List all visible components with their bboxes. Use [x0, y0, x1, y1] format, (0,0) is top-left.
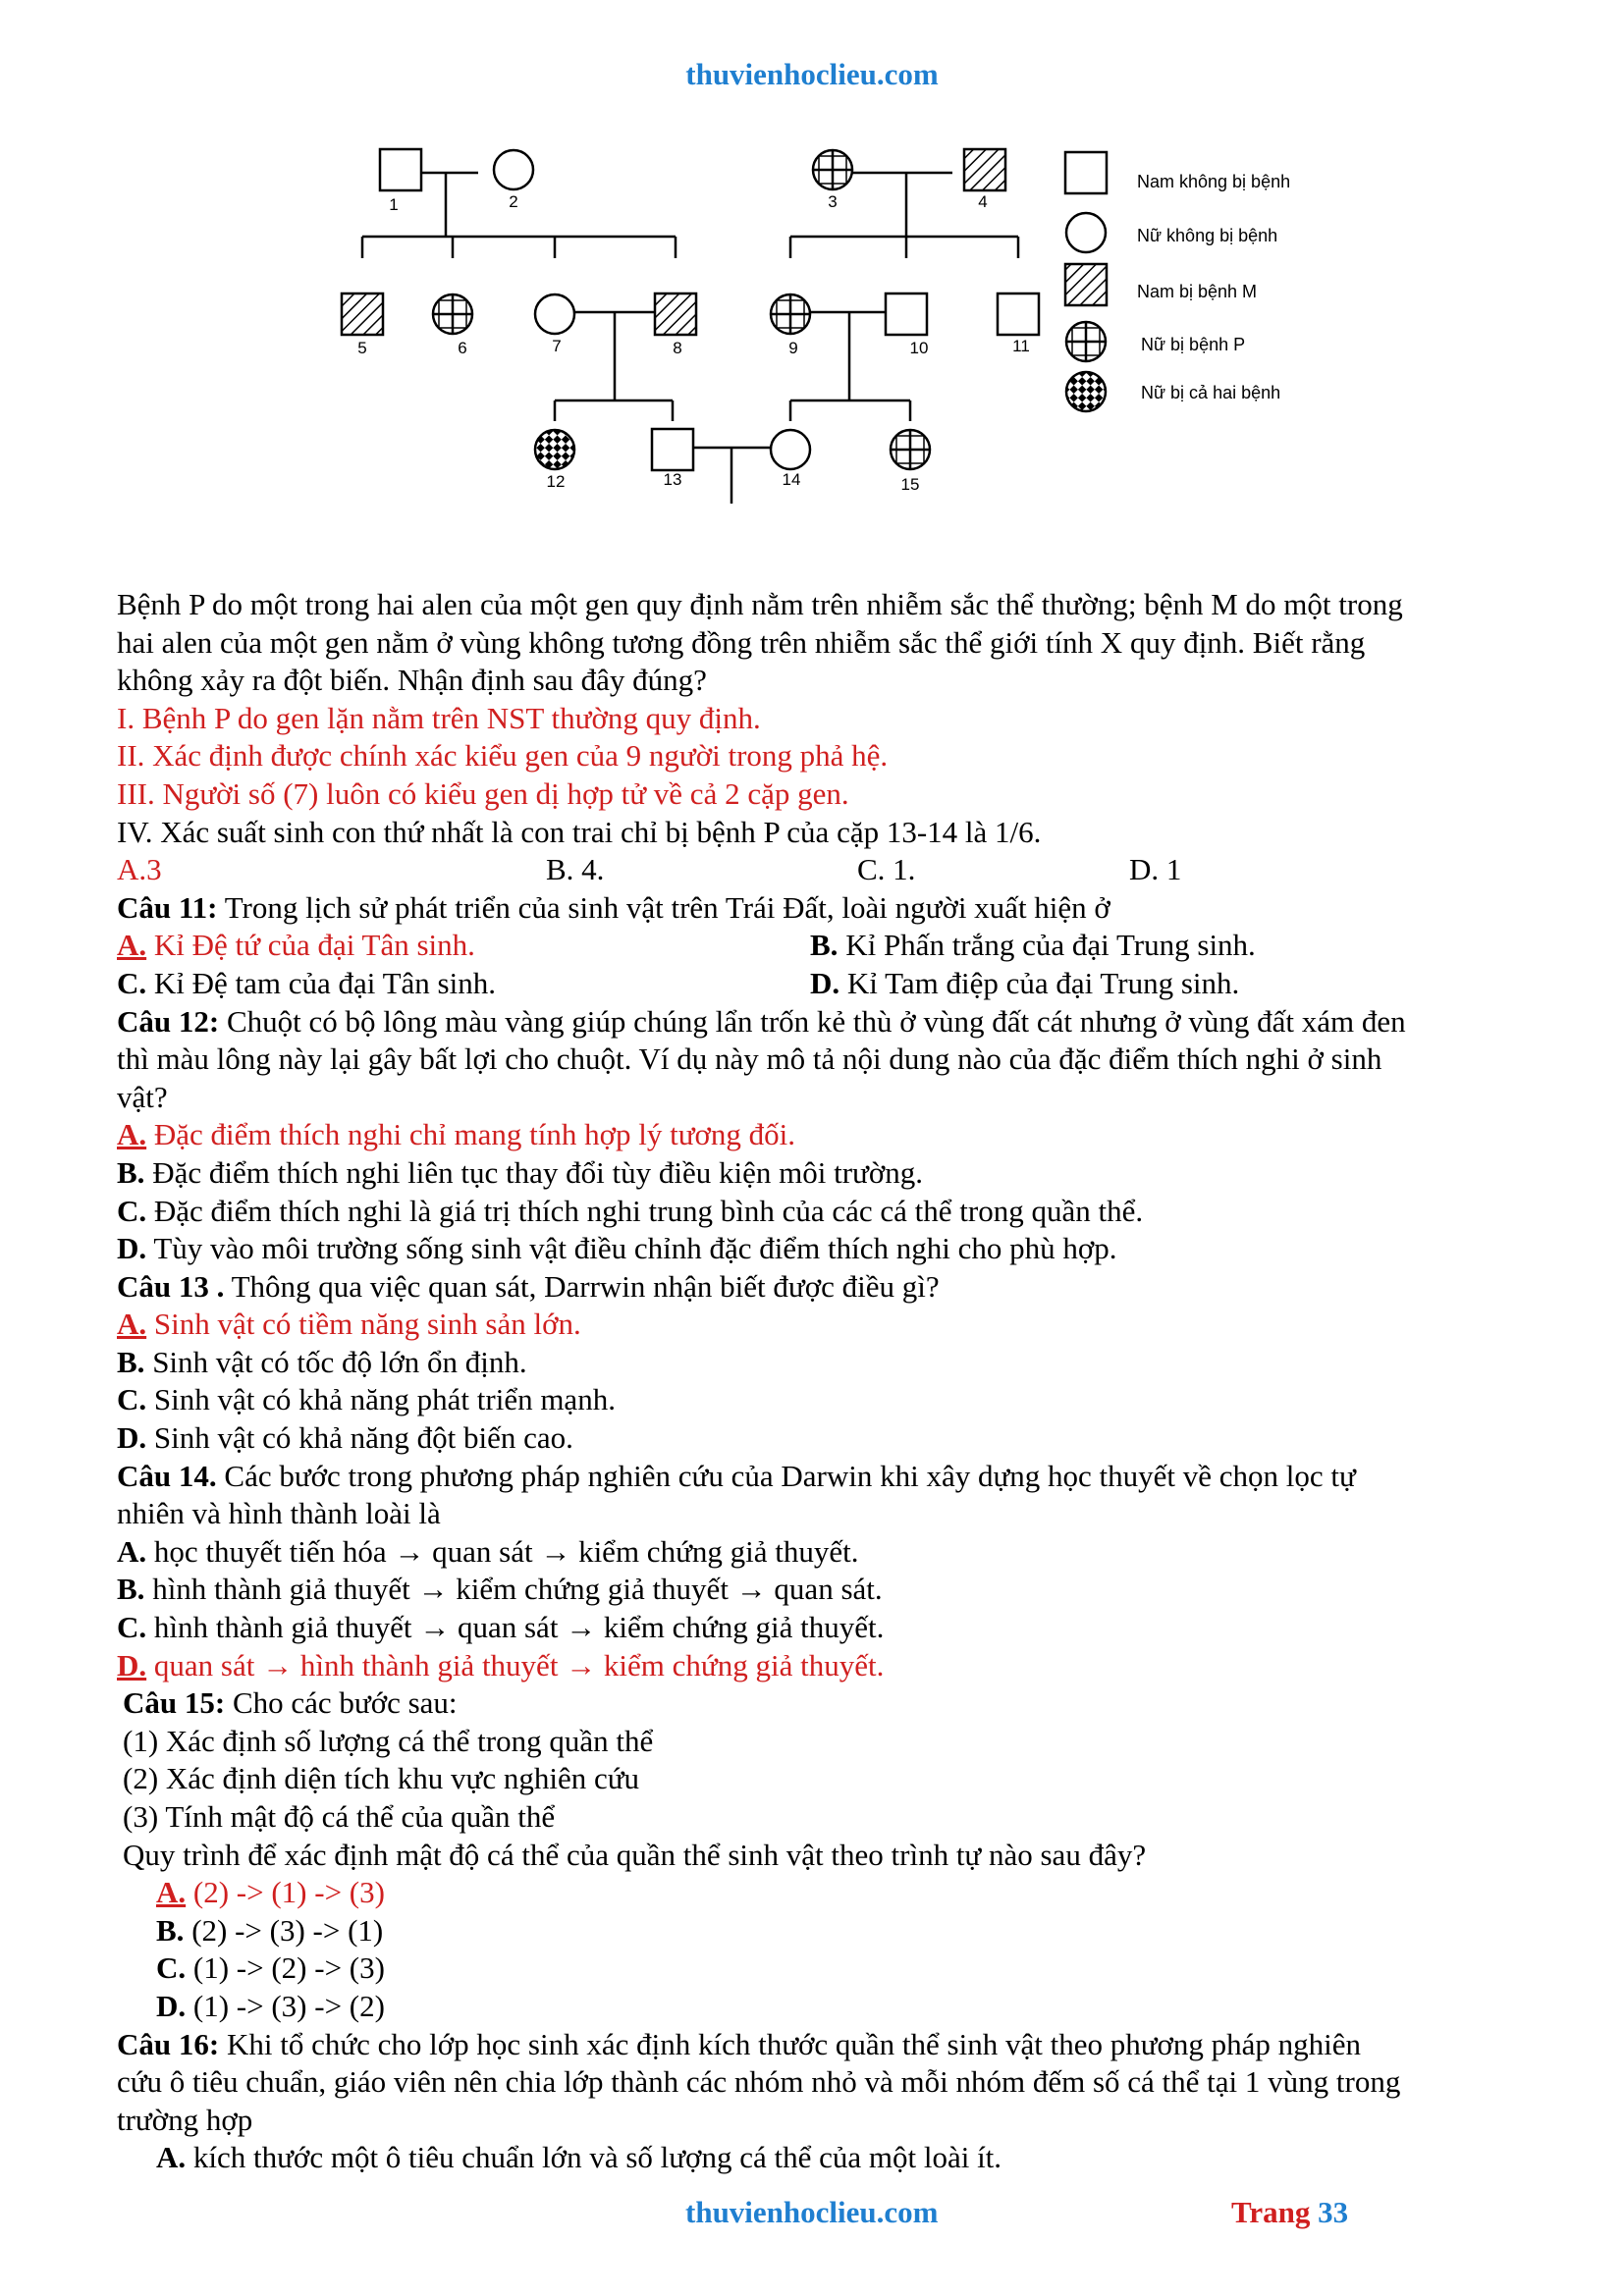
footer-site: thuvienhoclieu.com [685, 2195, 939, 2229]
ind-label-8: 8 [673, 339, 682, 357]
q12-stem: thì màu lông này lại gây bất lợi cho chuột. Ví dụ này mô tả nội dung nào của đặc điểm thích nghi ở sinh [117, 1041, 1382, 1077]
q11-text: Trong lịch sử phát triển của sinh vật trên Trái Đất, loài người xuất hiện ở [217, 889, 1110, 925]
q11-options-row [117, 965, 1523, 1003]
q10-stem: Bệnh P do một trong hai alen của một gen quy định nằm trên nhiễm sắc thể thường; bệnh M do một trong [117, 587, 1403, 621]
q11-label: Câu 11: [117, 889, 218, 925]
q11-option-d: D. Kỉ Tam điệp của đại Trung sinh. [810, 965, 1240, 1000]
q10-stem: hai alen của một gen nằm ở vùng không tương đồng trên nhiễm sắc thể giới tính X quy định. Biết rằng [117, 624, 1366, 660]
pedigree-chart [324, 135, 1326, 518]
ind-label-4: 4 [978, 192, 988, 211]
q15-step: (1) Xác định số lượng cá thể trong quần thể [123, 1723, 654, 1758]
q10-statement: I. Bệnh P do gen lặn nằm trên NST thường quy định. [117, 700, 761, 735]
ind-label-6: 6 [458, 339, 467, 357]
ind-label-12: 12 [546, 472, 566, 491]
q14-stem: Câu 14. Các bước trong phương pháp nghiên cứu của Darwin khi xây dựng học thuyết về chọn lọc tự [117, 1458, 1356, 1493]
q14-option-c: C. hình thành giả thuyết → quan sát → kiểm chứng giả thuyết. [117, 1610, 885, 1645]
q15-step: (3) Tính mật độ cá thể của quần thể [123, 1799, 556, 1834]
q11-stem [117, 889, 1523, 928]
ind-label-13: 13 [663, 470, 682, 489]
q15-option-c: C. (1) -> (2) -> (3) [156, 1950, 385, 1986]
legend-label: Nữ bị bệnh P [1141, 335, 1246, 354]
q10-option-c: C. 1. [857, 852, 916, 887]
page-number-value: 33 [1318, 2195, 1349, 2229]
q15-option-b: B. (2) -> (3) -> (1) [156, 1912, 384, 1948]
ind-label-7: 7 [552, 337, 562, 355]
q13-option-d: D. Sinh vật có khả năng đột biến cao. [117, 1420, 573, 1456]
q12-option-a: A. Đặc điểm thích nghi chỉ mang tính hợp lý tương đối. [117, 1117, 796, 1152]
ind-label-9: 9 [788, 339, 798, 357]
q13-option-a: A. Sinh vật có tiềm năng sinh sản lớn. [117, 1307, 581, 1342]
q16-option-a: A. kích thước một ô tiêu chuẩn lớn và số lượng cá thể của một loài ít. [156, 2140, 1002, 2175]
q11-options-row [117, 927, 1523, 965]
question-body [117, 586, 1523, 2177]
q16-stem: Câu 16: Khi tổ chức cho lớp học sinh xác định kích thước quần thể sinh vật theo phương pháp nghiên [117, 2026, 1362, 2061]
q11-option-a: A. Kỉ Đệ tứ của đại Tân sinh. [117, 928, 475, 963]
ind-label-1: 1 [389, 195, 399, 214]
legend-label: Nam bị bệnh M [1137, 282, 1258, 301]
ind-label-3: 3 [828, 192, 838, 211]
legend-label: Nữ bị cả hai bệnh [1141, 383, 1281, 402]
q15-stem: Câu 15: Cho các bước sau: [123, 1685, 458, 1721]
page-number [1231, 2195, 1348, 2230]
page-label: Trang [1231, 2195, 1311, 2229]
legend-label: Nữ không bị bệnh [1137, 226, 1278, 245]
q15-step: (2) Xác định diện tích khu vực nghiên cứu [123, 1761, 640, 1796]
ind-label-15: 15 [900, 475, 920, 494]
legend-label: Nam không bị bệnh [1137, 172, 1291, 191]
q12-stem: Câu 12: Chuột có bộ lông màu vàng giúp chúng lẩn trốn kẻ thù ở vùng đất cát nhưng ở vùng đất xám đen [117, 1003, 1406, 1039]
q13-option-c: C. Sinh vật có khả năng phát triển mạnh. [117, 1382, 616, 1417]
q10-option-d: D. 1 [1129, 852, 1182, 887]
q12-option-b: B. Đặc điểm thích nghi liên tục thay đổi tùy điều kiện môi trường. [117, 1154, 923, 1190]
q13-option-b: B. Sinh vật có tốc độ lớn ổn định. [117, 1344, 527, 1379]
ind-label-10: 10 [909, 339, 929, 357]
q10-option-b: B. 4. [546, 852, 605, 887]
q14-stem: nhiên và hình thành loài là [117, 1496, 441, 1531]
q14-option-a: A. học thuyết tiến hóa → quan sát → kiểm chứng giả thuyết. [117, 1533, 859, 1569]
q14-option-d: D. quan sát → hình thành giả thuyết → kiểm chứng giả thuyết. [117, 1647, 885, 1682]
q12-option-c: C. Đặc điểm thích nghi là giá trị thích nghi trung bình của các cá thể trong quần thể. [117, 1193, 1144, 1228]
q12-option-d: D. Tùy vào môi trường sống sinh vật điều chỉnh đặc điểm thích nghi cho phù hợp. [117, 1231, 1117, 1266]
q14-option-b: B. hình thành giả thuyết → kiểm chứng giả thuyết → quan sát. [117, 1572, 883, 1607]
q11-option-c: C. Kỉ Đệ tam của đại Tân sinh. [117, 965, 496, 1000]
q13-stem: Câu 13 . Thông qua việc quan sát, Darrwin nhận biết được điều gì? [117, 1268, 940, 1304]
ind-label-2: 2 [509, 192, 518, 211]
q10-statement: IV. Xác suất sinh con thứ nhất là con trai chỉ bị bệnh P của cặp 13-14 là 1/6. [117, 814, 1042, 849]
ind-label-11: 11 [1012, 337, 1030, 355]
q15-option-a: A. (2) -> (1) -> (3) [156, 1875, 385, 1910]
q16-stem: trường hợp [117, 2102, 253, 2137]
q15-question: Quy trình để xác định mật độ cá thể của quần thể sinh vật theo trình tự nào sau đây? [123, 1837, 1147, 1872]
q10-option-a: A.3 [117, 852, 162, 887]
q11-option-b: B. Kỉ Phấn trắng của đại Trung sinh. [810, 928, 1256, 963]
q10-statement: III. Người số (7) luôn có kiểu gen dị hợp tử về cả 2 cặp gen. [117, 775, 849, 811]
q10-statement: II. Xác định được chính xác kiểu gen của 9 người trong phả hệ. [117, 738, 889, 774]
q15-option-d: D. (1) -> (3) -> (2) [156, 1988, 385, 2023]
ind-label-14: 14 [782, 470, 801, 489]
q10-stem: không xảy ra đột biến. Nhận định sau đây đúng? [117, 663, 707, 698]
ind-label-5: 5 [357, 339, 367, 357]
header-site: thuvienhoclieu.com [685, 57, 939, 91]
q10-options [117, 851, 1523, 889]
q12-stem: vật? [117, 1079, 168, 1114]
q16-stem: cứu ô tiêu chuẩn, giáo viên nên chia lớp thành các nhóm nhỏ và mỗi nhóm đếm số cá thể tại 1 vùng trong [117, 2064, 1401, 2100]
